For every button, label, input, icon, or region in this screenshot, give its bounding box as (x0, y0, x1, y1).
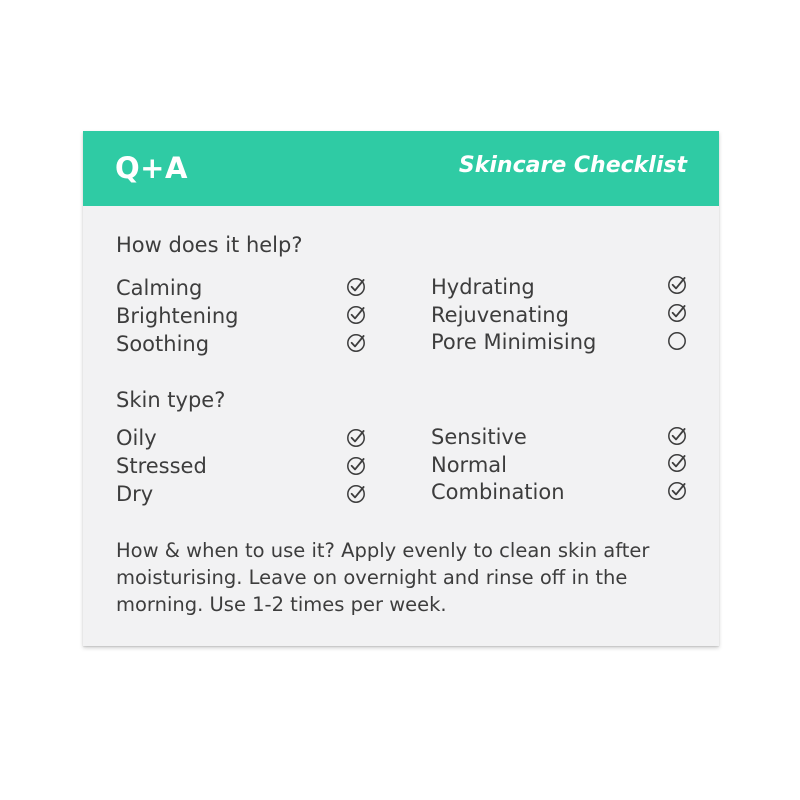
card-title: Skincare Checklist (458, 153, 687, 178)
benefit-label: Brightening (116, 304, 239, 328)
usage-instructions: How & when to use it? Apply evenly to clean skin after moisturising. Leave on overnight and rinse off in the morning. Use 1-2 times per week. (116, 539, 650, 616)
benefit-label: Pore Minimising (431, 330, 597, 354)
skincare-checklist-card (83, 131, 719, 646)
empty-circle-icon (667, 331, 687, 351)
benefit-label: Soothing (116, 332, 210, 356)
checked-circle-icon (667, 275, 687, 295)
skin-type-label: Dry (116, 482, 154, 506)
checked-circle-icon (346, 333, 366, 353)
checked-circle-icon (346, 428, 366, 448)
skin-type-label: Stressed (116, 454, 207, 478)
benefit-label: Calming (116, 276, 203, 300)
brand-logo: Q+A (115, 151, 188, 185)
checked-circle-icon (667, 303, 687, 323)
benefits-heading: How does it help? (116, 233, 303, 257)
card-header (83, 131, 719, 206)
checked-circle-icon (346, 456, 366, 476)
checked-circle-icon (667, 481, 687, 501)
skin-type-label: Combination (431, 480, 565, 504)
benefit-label: Rejuvenating (431, 303, 569, 327)
skin-type-heading: Skin type? (116, 388, 226, 412)
checked-circle-icon (346, 277, 366, 297)
benefit-label: Hydrating (431, 275, 535, 299)
checked-circle-icon (346, 305, 366, 325)
skin-type-label: Normal (431, 453, 507, 477)
skin-type-label: Oily (116, 426, 157, 450)
checked-circle-icon (667, 453, 687, 473)
checked-circle-icon (667, 426, 687, 446)
skin-type-label: Sensitive (431, 425, 527, 449)
checked-circle-icon (346, 484, 366, 504)
